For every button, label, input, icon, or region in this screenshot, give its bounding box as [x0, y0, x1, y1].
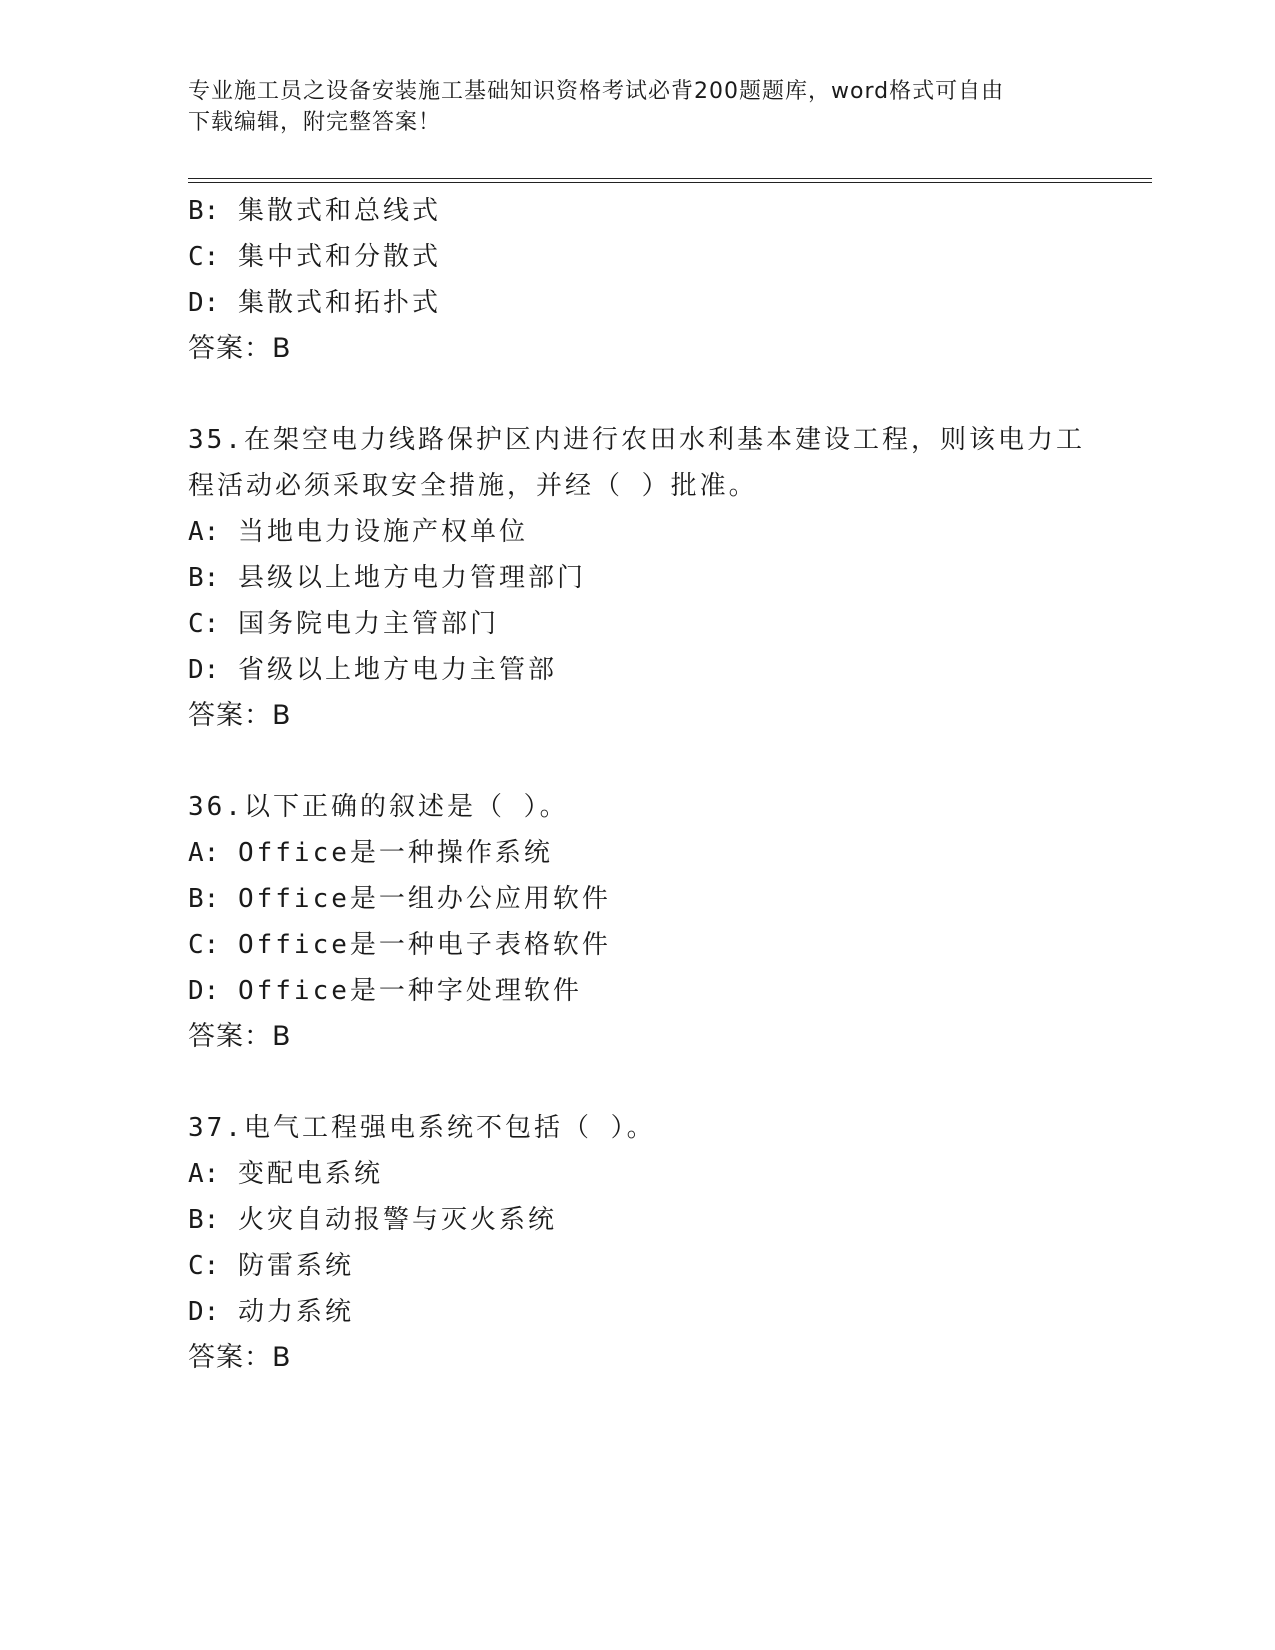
header-line-2: 下载编辑，附完整答案！ — [188, 110, 442, 135]
question-35 — [188, 417, 1148, 739]
header-divider-bottom — [188, 182, 1152, 183]
option-a: A: Office是一种操作系统 — [188, 838, 553, 868]
option-c: C: 国务院电力主管部门 — [188, 609, 499, 639]
question-34-partial — [188, 188, 1148, 372]
header-line-1: 专业施工员之设备安装施工基础知识资格考试必背200题题库，word格式可自由 — [188, 79, 1005, 104]
answer: 答案：B — [188, 1342, 292, 1373]
answer: 答案：B — [188, 333, 292, 364]
question-37 — [188, 1105, 1148, 1381]
option-c: C: 集中式和分散式 — [188, 242, 441, 272]
document-header — [188, 76, 1088, 138]
option-b: B: 集散式和总线式 — [188, 196, 441, 226]
option-a: A: 变配电系统 — [188, 1159, 383, 1189]
option-d: D: 省级以上地方电力主管部 — [188, 655, 557, 685]
option-b: B: Office是一组办公应用软件 — [188, 884, 611, 914]
option-b: B: 县级以上地方电力管理部门 — [188, 563, 586, 593]
option-b: B: 火灾自动报警与灭火系统 — [188, 1205, 557, 1235]
option-c: C: Office是一种电子表格软件 — [188, 930, 611, 960]
question-text-line-1: 35.在架空电力线路保护区内进行农田水利基本建设工程，则该电力工 — [188, 425, 1085, 455]
option-d: D: 动力系统 — [188, 1297, 354, 1327]
option-d: D: 集散式和拓扑式 — [188, 288, 441, 318]
question-text: 37.电气工程强电系统不包括（ ）。 — [188, 1113, 656, 1143]
question-text-line-2: 程活动必须采取安全措施，并经（ ）批准。 — [188, 471, 758, 501]
header-divider-top — [188, 178, 1152, 179]
page-content — [188, 188, 1148, 1381]
option-c: C: 防雷系统 — [188, 1251, 354, 1281]
question-text: 36.以下正确的叙述是（ ）。 — [188, 792, 569, 822]
option-a: A: 当地电力设施产权单位 — [188, 517, 528, 547]
option-d: D: Office是一种字处理软件 — [188, 976, 582, 1006]
answer: 答案：B — [188, 700, 292, 731]
answer: 答案：B — [188, 1021, 292, 1052]
question-36 — [188, 784, 1148, 1060]
